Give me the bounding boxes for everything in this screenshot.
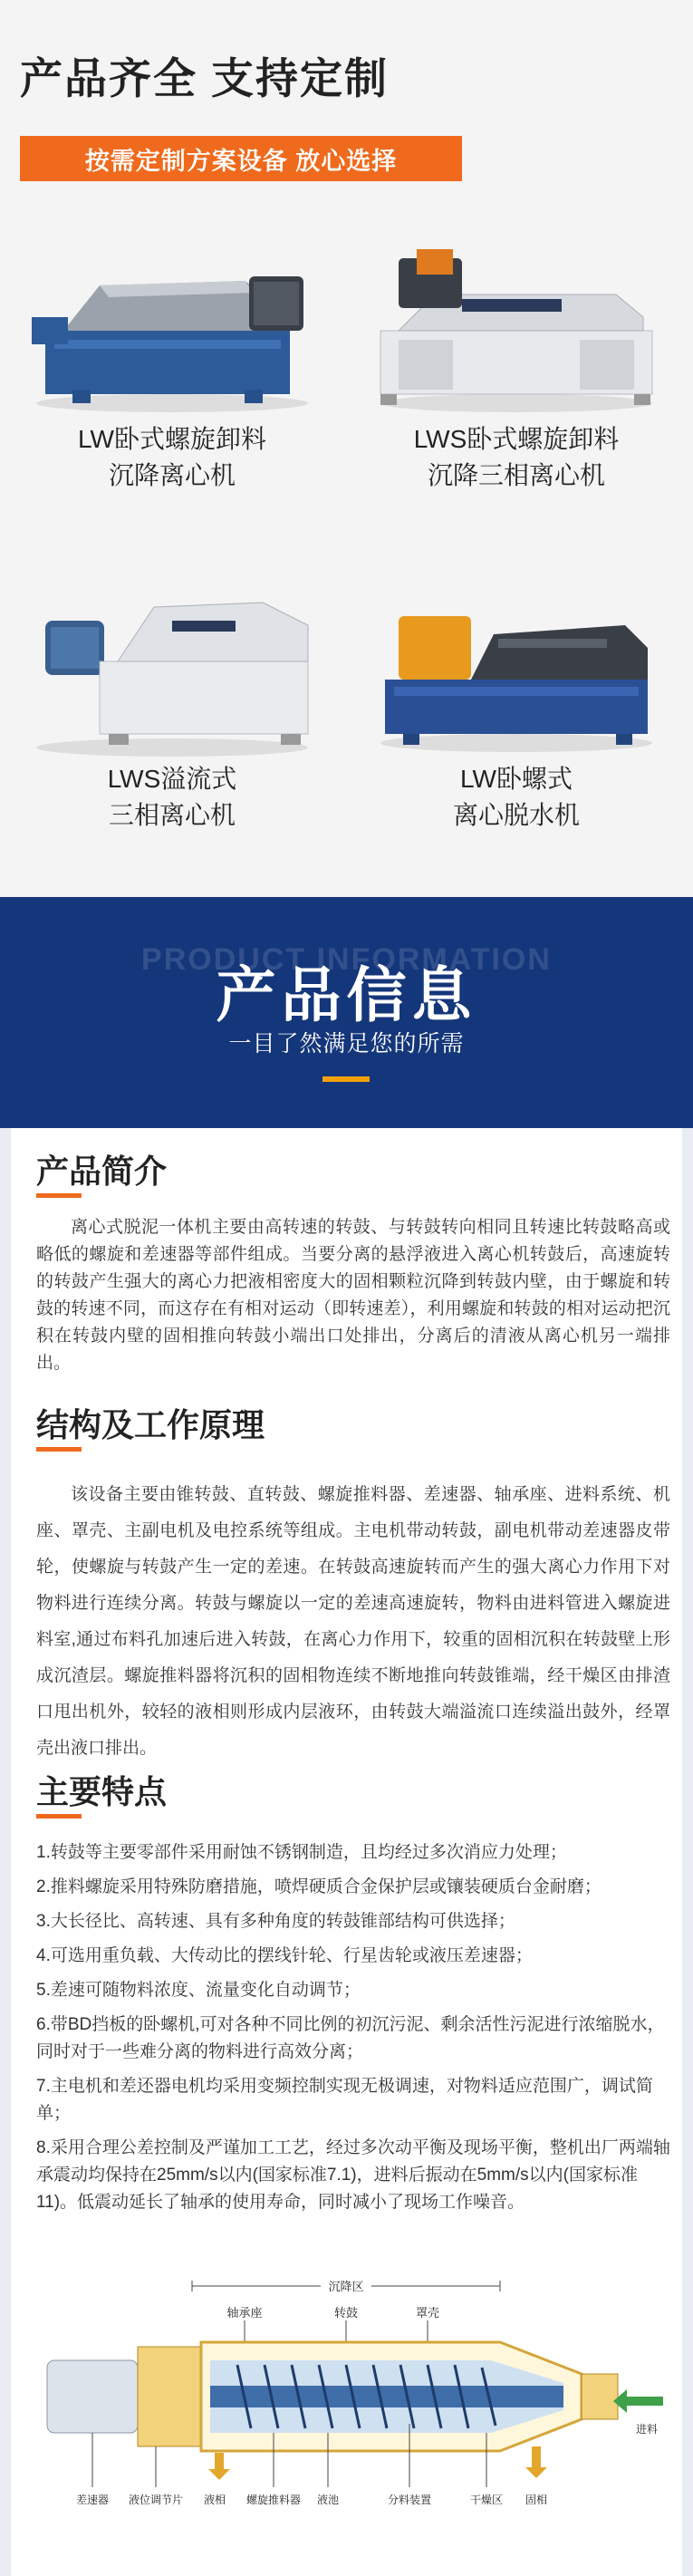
product-name-line2: 离心脱水机 [452, 801, 580, 829]
product-detail-section [0, 1128, 693, 2576]
product-image [18, 231, 326, 421]
principle-heading: 结构及工作原理 [36, 1406, 265, 1443]
heading-underline [36, 1814, 82, 1819]
label-bearing: 轴承座 [226, 2306, 263, 2320]
product-range-section [0, 0, 693, 897]
label-feed: 进料 [636, 2423, 659, 2436]
feature-item: 4.可选用重负载、大传动比的摆线针轮、行星齿轮或液压差速器； [36, 1946, 533, 1965]
custom-banner [20, 136, 462, 181]
watermark-text: PRODUCT INFORMATION [141, 942, 552, 977]
product-name-line2: 沉降离心机 [108, 461, 236, 489]
feature-item: 3.大长径比、高转速、具有多种角度的转鼓锥部结构可供选择； [36, 1912, 515, 1931]
intro-heading: 产品简介 [36, 1153, 168, 1190]
banner-text: 按需定制方案设备 放心选择 [84, 147, 398, 175]
product-card-lw[interactable] [18, 231, 326, 494]
features-heading: 主要特点 [36, 1773, 168, 1810]
product-name-line1: LWS卧式螺旋卸料 [413, 425, 620, 453]
detail-card [11, 1128, 682, 2576]
principle-text: 该设备主要由锥转鼓、直转鼓、螺旋推料器、差速器、轴承座、进料系统、机座、罩壳、主副电机及电控系统等组成。主电机带动转鼓，副电机带动差速器皮带轮，使螺旋与转鼓产生一定的差速。在转鼓高速旋转而产生的强大离心力作用下对物料进行连续分离。转鼓与螺旋以一定的差速高速旋转，物料由进料管进入螺旋进料室,通过布料孔加速后进入转鼓，在离心力作用下，较重的固相沉积在转鼓壁上形成沉渣层。螺旋推料器将沉积的固相物连续不断地推向转鼓锥端，经干燥区由排渣口甩出机外，较轻的液相则形成内层液环，由转鼓大端溢流口连续溢出鼓外，经罩壳出液口排出。 [36, 1485, 670, 1758]
feature-item: 7.主电机和差还器电机均采用变频控制实现无极调速，对物料适应范围广，调试简单； [36, 2077, 653, 2123]
label-drum: 转鼓 [333, 2306, 359, 2320]
section-title: 产品齐全 支持定制 [20, 54, 390, 102]
heading-underline [36, 1447, 82, 1452]
product-card-lw-dewater[interactable] [362, 571, 670, 834]
product-info-header [0, 897, 693, 1128]
product-name-line1: LW卧螺式 [460, 765, 573, 793]
product-image [18, 571, 326, 761]
product-card-lws-overflow[interactable] [18, 571, 326, 834]
label-distrib: 分料装置 [387, 2494, 432, 2506]
label-liquid: 液相 [203, 2494, 226, 2506]
feature-item: 5.差速可随物料浓度、流量变化自动调节； [36, 1981, 361, 2000]
label-cover: 罩壳 [415, 2306, 440, 2320]
centrifuge-diagram [29, 2261, 672, 2542]
label-diff: 差速器 [75, 2494, 110, 2506]
product-name-line2: 三相离心机 [108, 801, 236, 829]
principle-paragraph [36, 1477, 670, 1767]
label-solid: 固相 [525, 2494, 548, 2506]
intro-text: 离心式脱泥一体机主要由高转速的转鼓、与转鼓转向相同且转速比转鼓略高或略低的螺旋和差速器等部件组成。当要分离的悬浮液进入离心机转鼓后，高速旋转的转鼓产生强大的离心力把液相密度大的固相颗粒沉降到转鼓内壁，由于螺旋和转鼓的转速不同，而这存在有相对运动（即转速差），利用螺旋和转鼓的相对运动把沉积在转鼓内壁的固相推向转鼓小端出口处排出，分离后的清液从离心机另一端排出。 [36, 1218, 670, 1373]
product-card-lws[interactable] [362, 231, 670, 494]
feature-item: 8.采用合理公差控制及严谨加工工艺，经过多次动平衡及现场平衡，整机出厂两端轴承震动均保持在25mm/s以内(国家标准7.1)，进料后振动在5mm/s以内(国家标准11)。低震动延长了轴承的使用寿命，同时减小了现场工作噪音。 [36, 2138, 670, 2212]
product-name-line2: 沉降三相离心机 [427, 461, 605, 489]
label-top-zone: 沉降区 [328, 2280, 364, 2293]
info-subtitle: 一目了然满足您的所需 [228, 1031, 465, 1056]
product-image [362, 231, 670, 421]
label-level: 液位调节片 [128, 2494, 184, 2506]
product-name-line1: LWS溢流式 [107, 765, 237, 793]
product-name-line1: LW卧式螺旋卸料 [78, 425, 266, 453]
label-dry: 干燥区 [469, 2494, 504, 2506]
feature-item: 2.推料螺旋采用特殊防磨措施，喷焊硬质合金保护层或镶装硬质台金耐磨； [36, 1877, 602, 1896]
info-title: 产品信息 [216, 961, 477, 1028]
label-screw: 螺旋推料器 [245, 2494, 302, 2506]
feature-item: 6.带BD挡板的卧螺机,可对各种不同比例的初沉污泥、剩余活性污泥进行浓缩脱水，同时对于一些难分离的物料进行高效分离； [36, 2015, 665, 2061]
product-image [362, 571, 670, 761]
features-list [36, 1839, 675, 2224]
feature-item: 1.转鼓等主要零部件采用耐蚀不锈钢制造，且均经过多次消应力处理； [36, 1843, 567, 1862]
heading-underline [36, 1193, 82, 1198]
intro-paragraph [36, 1214, 670, 1377]
accent-bar [322, 1076, 370, 1082]
label-pool: 液池 [316, 2494, 340, 2506]
